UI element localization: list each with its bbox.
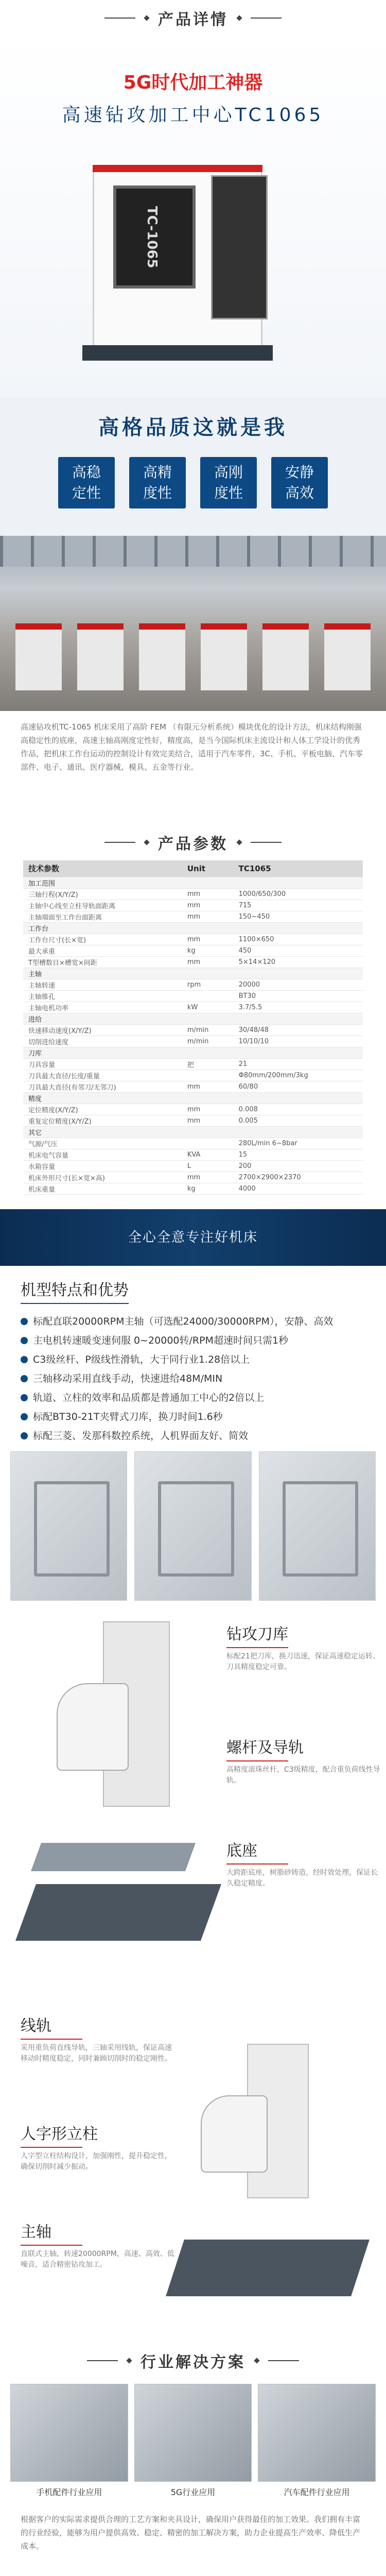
section-title: 行业解决方案: [141, 2349, 245, 2372]
factory-machine: [139, 623, 185, 690]
machine-base: [82, 345, 273, 361]
table-cell: 其它: [23, 1126, 182, 1138]
divider: [251, 18, 282, 19]
table-row: [23, 1138, 363, 1149]
column-header: 技术参数: [23, 860, 182, 877]
table-cell: [182, 877, 234, 888]
table-cell: 280L/min 6~8bar: [234, 1138, 363, 1149]
list-item: [21, 1331, 365, 1350]
quality-box: [271, 457, 328, 509]
table-row: [23, 888, 363, 900]
table-cell: kg: [182, 1183, 234, 1194]
table-cell: 20000: [234, 979, 363, 990]
machine-image: [77, 144, 299, 361]
diamond-icon: [236, 839, 242, 845]
bullet-icon: [21, 1394, 28, 1401]
hero-banner: [0, 36, 386, 397]
list-item: [21, 1388, 365, 1408]
table-row: [23, 934, 363, 945]
list-item: [21, 1427, 365, 1446]
table-cell: 1000/650/300: [234, 888, 363, 900]
table-cell: [182, 1092, 234, 1104]
solution-card: [134, 2384, 252, 2497]
table-cell: 主轴锥孔: [23, 990, 182, 1002]
table-cell: m/min: [182, 1024, 234, 1036]
table-cell: [182, 968, 234, 979]
table-cell: 精度: [23, 1092, 182, 1104]
hero-product-name: 高速钻攻加工中心TC1065: [0, 100, 386, 127]
parts-images: [0, 1451, 386, 1601]
table-cell: 2700×2900×2370: [234, 1172, 363, 1183]
exploded-machine-image: [170, 2044, 371, 2312]
table-cell: 30/48/48: [234, 1024, 363, 1036]
params-table-body: [23, 877, 363, 1194]
callout-column: [21, 2121, 175, 2173]
table-cell: 快速移动速度(X/Y/Z): [23, 1024, 182, 1036]
exploded-view-2: [0, 2003, 386, 2343]
quality-box-bottom: 度性: [129, 483, 186, 503]
quality-section: [0, 397, 386, 536]
diamond-icon: [254, 2358, 259, 2363]
table-cell: kW: [182, 1002, 234, 1013]
table-cell: rpm: [182, 979, 234, 990]
machine-stripe: [93, 165, 262, 172]
table-cell: 进给: [23, 1013, 182, 1024]
machine-bed: [15, 1884, 221, 1941]
bullet-icon: [21, 1432, 28, 1439]
quality-box-bottom: 度性: [200, 483, 257, 503]
divider: [21, 2245, 82, 2246]
table-cell: 150~450: [234, 911, 363, 922]
part-image: [259, 1451, 376, 1601]
divider: [87, 2360, 118, 2361]
table-cell: m/min: [182, 1036, 234, 1047]
quality-box-top: 安静: [271, 462, 328, 483]
solution-caption: 手机配件行业应用: [10, 2486, 128, 2498]
machine-label: TC-1065: [144, 206, 160, 268]
feature-text: 标配BT30-21T夹臂式刀库，换刀时间1.6秒: [33, 1411, 223, 1422]
table-row: [23, 1160, 363, 1172]
table-row: [23, 1081, 363, 1092]
table-row: [23, 1070, 363, 1081]
solution-image: [10, 2384, 128, 2482]
feature-text: 标配三菱、发那科数控系统，人机界面友好、简效: [33, 1430, 248, 1442]
slogan-band: 全心全意专注好机床: [0, 1209, 386, 1266]
features-title: 机型特点和优势: [21, 1277, 129, 1304]
table-cell: 主轴端面至工作台面距离: [23, 911, 182, 922]
callout-desc: 标配21把刀库，换刀迅速，保证高速稳定运转、刀具精度稳定可靠。: [226, 1651, 381, 1673]
table-cell: 刀具容量: [23, 1058, 182, 1070]
spindle-head: [57, 1683, 129, 1771]
table-cell: [234, 1092, 363, 1104]
table-cell: Φ80mm/200mm/3kg: [234, 1070, 363, 1081]
solutions-intro-text: 根据客户的实际需求提供合理的工艺方案和夹具设计，确保用户获得最佳的加工效果。我们拥有丰富的行业经验，能够为用户提供高效、稳定、精密的加工解决方案，助力企业提高生产效率、降低生产成本。: [0, 2497, 386, 2576]
spindle-head: [201, 2095, 268, 2173]
bullet-icon: [21, 1356, 28, 1363]
quality-boxes: [0, 457, 386, 509]
table-cell: 刀具最大直径(有邻刀/无邻刀): [23, 1081, 182, 1092]
table-cell: [234, 968, 363, 979]
table-row: [23, 1058, 363, 1070]
solution-image: [258, 2384, 376, 2482]
table-cell: 切削进给速度: [23, 1036, 182, 1047]
callout-title: 人字形立柱: [21, 2121, 175, 2144]
callout-desc: 直联式主轴，转速20000RPM，高速、高效、低噪音，适合精密钻攻加工。: [21, 2249, 175, 2270]
table-cell: [182, 1138, 234, 1149]
bullet-icon: [21, 1318, 28, 1325]
divider: [268, 2360, 299, 2361]
part-image: [134, 1451, 251, 1601]
quality-box-bottom: 定性: [58, 483, 115, 503]
table-cell: mm: [182, 1081, 234, 1092]
table-row: [23, 922, 363, 934]
exploded-machine-image: [15, 1621, 221, 1951]
table-row: [23, 911, 363, 922]
list-item: [21, 1312, 365, 1331]
callout-spindle: [21, 2219, 175, 2270]
feature-text: 标配直联20000RPM主轴（可选配24000/30000RPM），安静、高效: [33, 1316, 333, 1327]
table-row: [23, 1183, 363, 1194]
callout-linear-rail: [21, 2013, 175, 2064]
params-table: [23, 860, 363, 1195]
feature-text: C3级丝杆、P级线性滑轨，大于同行业1.28倍以上: [33, 1354, 250, 1365]
table-cell: mm: [182, 1172, 234, 1183]
table-cell: mm: [182, 888, 234, 900]
solution-caption: 5G行业应用: [134, 2486, 252, 2498]
table-cell: 21: [234, 1058, 363, 1070]
table-cell: [182, 1070, 234, 1081]
table-row: [23, 956, 363, 968]
quality-box-top: 高稳: [58, 462, 115, 483]
table-cell: mm: [182, 956, 234, 968]
table-cell: [234, 877, 363, 888]
callout-desc: 人字型立柱结构设计，加强刚性，提升稳定性，确保切削时减少振动。: [21, 2151, 175, 2173]
table-cell: [182, 1047, 234, 1058]
feature-text: 主电机转速暖变速伺服 0~20000转/RPM超速时间只需1秒: [33, 1335, 288, 1346]
factory-machine: [262, 623, 309, 690]
callout-title: 钻攻刀库: [226, 1621, 381, 1644]
table-cell: 机床外形尺寸(长×宽×高): [23, 1172, 182, 1183]
table-row: [23, 1172, 363, 1183]
factory-machine: [15, 623, 62, 690]
divider: [104, 18, 135, 19]
factory-roof: [0, 536, 386, 567]
factory-machine: [324, 623, 371, 690]
solution-card: [258, 2384, 376, 2497]
table-cell: 机床重量: [23, 1183, 182, 1194]
table-row: [23, 900, 363, 911]
machine-bed: [166, 2240, 370, 2296]
features-section: [0, 1266, 386, 1451]
table-cell: 工作台: [23, 922, 182, 934]
table-cell: 把: [182, 1058, 234, 1070]
table-row: [23, 979, 363, 990]
part-image: [10, 1451, 127, 1601]
callout-title: 线轨: [21, 2013, 175, 2036]
control-panel: [211, 175, 268, 319]
table-cell: [234, 1013, 363, 1024]
factory-machine: [77, 623, 124, 690]
factory-machine: [201, 623, 247, 690]
feature-text: 三轴移动采用直线手动，快速进给48M/MIN: [33, 1373, 222, 1384]
callout-base: [226, 1838, 381, 1889]
table-cell: 0.008: [234, 1104, 363, 1115]
quality-box-top: 高精: [129, 462, 186, 483]
table-cell: BT30: [234, 990, 363, 1002]
callout-screw-rail: [226, 1735, 381, 1786]
table-row: [23, 1013, 363, 1024]
table-cell: [182, 990, 234, 1002]
table-cell: 主轴: [23, 968, 182, 979]
diamond-icon: [144, 15, 149, 21]
table-row: [23, 968, 363, 979]
table-row: [23, 1115, 363, 1126]
quality-title: 高格品质这就是我: [0, 397, 386, 440]
column-header: Unit: [182, 860, 234, 877]
table-cell: 定位精度(X/Y/Z): [23, 1104, 182, 1115]
quality-box: [200, 457, 257, 509]
table-row: [23, 1047, 363, 1058]
table-cell: 工作台尺寸(长×宽): [23, 934, 182, 945]
table-cell: 刀具最大直径/长度/重量: [23, 1070, 182, 1081]
column-header: TC1065: [234, 860, 363, 877]
table-cell: mm: [182, 911, 234, 922]
callout-desc: 大跨距底座，树脂砂铸造，经时效处理，保证长久稳定精度。: [226, 1868, 381, 1889]
worktable: [31, 1843, 196, 1871]
table-cell: 机床电气容量: [23, 1149, 182, 1160]
quality-box-bottom: 高效: [271, 483, 328, 503]
section-title: 产品参数: [158, 831, 228, 854]
table-row: [23, 877, 363, 888]
table-row: [23, 1092, 363, 1104]
factory-image: [0, 536, 386, 711]
callout-title: 主轴: [21, 2219, 175, 2242]
callout-desc: 高精度滚珠丝杆，C3级精度，配合重负荷线性导轨。: [226, 1765, 381, 1786]
diamond-icon: [236, 15, 242, 21]
table-cell: L: [182, 1160, 234, 1172]
callout-title: 螺杆及导轨: [226, 1735, 381, 1757]
table-row: [23, 1002, 363, 1013]
table-cell: [234, 1047, 363, 1058]
quality-box: [129, 457, 186, 509]
table-cell: 15: [234, 1149, 363, 1160]
list-item: [21, 1369, 365, 1388]
divider: [226, 1863, 288, 1865]
table-cell: 气源/气压: [23, 1138, 182, 1149]
table-row: [23, 945, 363, 956]
divider: [21, 2039, 82, 2040]
table-cell: 刀库: [23, 1047, 182, 1058]
table-header-row: [23, 860, 363, 877]
callout-title: 底座: [226, 1838, 381, 1860]
solution-card: [10, 2384, 128, 2497]
table-cell: 10/10/10: [234, 1036, 363, 1047]
table-cell: 水箱容量: [23, 1160, 182, 1172]
table-row: [23, 1126, 363, 1138]
product-intro-text: 高速钻攻机TC-1065 机床采用了高阶 FEM （有限元分析系统）模块优化的设计方法，机床结构刚强高稳定性的底座，高速主轴高刚度定性好，精度高，是当今国际机床主流设计和人体工学设计的优秀作品，把机床工作台运动的控制设计有效完美结合，适用于汽车零件，3C、手机、平板电脑、汽车零部件、电子、通讯、医疗器械、模具、五金等行业。: [0, 711, 386, 824]
product-detail-header: [0, 0, 386, 36]
table-cell: T型槽数目×槽宽×间距: [23, 956, 182, 968]
bullet-icon: [21, 1375, 28, 1382]
diamond-icon: [126, 2358, 132, 2363]
section-title: 产品详情: [158, 7, 228, 29]
table-cell: 715: [234, 900, 363, 911]
exploded-view-1: [0, 1601, 386, 2003]
params-header: [0, 824, 386, 860]
table-row: [23, 1036, 363, 1047]
table-cell: 5×14×120: [234, 956, 363, 968]
quality-box: [58, 457, 115, 509]
quality-box-top: 高刚: [200, 462, 257, 483]
table-row: [23, 1024, 363, 1036]
list-item: [21, 1408, 365, 1427]
table-cell: [182, 1126, 234, 1138]
table-cell: 450: [234, 945, 363, 956]
table-cell: 主轴中心线至立柱导轨面距离: [23, 900, 182, 911]
table-cell: mm: [182, 934, 234, 945]
table-cell: mm: [182, 1115, 234, 1126]
table-cell: [182, 922, 234, 934]
table-row: [23, 990, 363, 1002]
table-cell: 三轴行程(X/Y/Z): [23, 888, 182, 900]
features-list: [21, 1312, 365, 1446]
hero-tagline: 5G时代加工神器: [0, 36, 386, 94]
solutions-row: [0, 2379, 386, 2497]
list-item: [21, 1350, 365, 1369]
table-cell: 最大承重: [23, 945, 182, 956]
callout-desc: 采用重负荷直线导轨，三轴采用线轨，保证高速移动时精度稳定，同时兼顾切削时的稳定刚性。: [21, 2043, 175, 2064]
table-cell: 主轴电机功率: [23, 1002, 182, 1013]
feature-text: 轨道、立柱的效率和品质都是普通加工中心的2倍以上: [33, 1392, 264, 1403]
bullet-icon: [21, 1337, 28, 1344]
table-cell: 加工范围: [23, 877, 182, 888]
table-cell: 4000: [234, 1183, 363, 1194]
solution-caption: 汽车配件行业应用: [258, 2486, 376, 2498]
table-cell: 1100×650: [234, 934, 363, 945]
bullet-icon: [21, 1413, 28, 1420]
table-cell: 主轴转速: [23, 979, 182, 990]
divider: [226, 1760, 288, 1761]
divider: [104, 842, 135, 843]
table-cell: 200: [234, 1160, 363, 1172]
table-row: [23, 1149, 363, 1160]
table-cell: KVA: [182, 1149, 234, 1160]
table-cell: 0.005: [234, 1115, 363, 1126]
table-row: [23, 1104, 363, 1115]
solution-image: [134, 2384, 252, 2482]
table-cell: mm: [182, 900, 234, 911]
table-cell: [234, 922, 363, 934]
table-cell: kg: [182, 945, 234, 956]
table-cell: mm: [182, 1104, 234, 1115]
table-cell: [182, 1013, 234, 1024]
callout-tool-magazine: [226, 1621, 381, 1673]
table-cell: 3.7/5.5: [234, 1002, 363, 1013]
divider: [251, 842, 282, 843]
divider: [21, 2147, 82, 2148]
diamond-icon: [144, 839, 149, 845]
table-cell: [234, 1126, 363, 1138]
table-cell: 60/80: [234, 1081, 363, 1092]
solutions-header: [0, 2343, 386, 2379]
divider: [226, 1647, 288, 1648]
table-cell: 重复定位精度(X/Y/Z): [23, 1115, 182, 1126]
